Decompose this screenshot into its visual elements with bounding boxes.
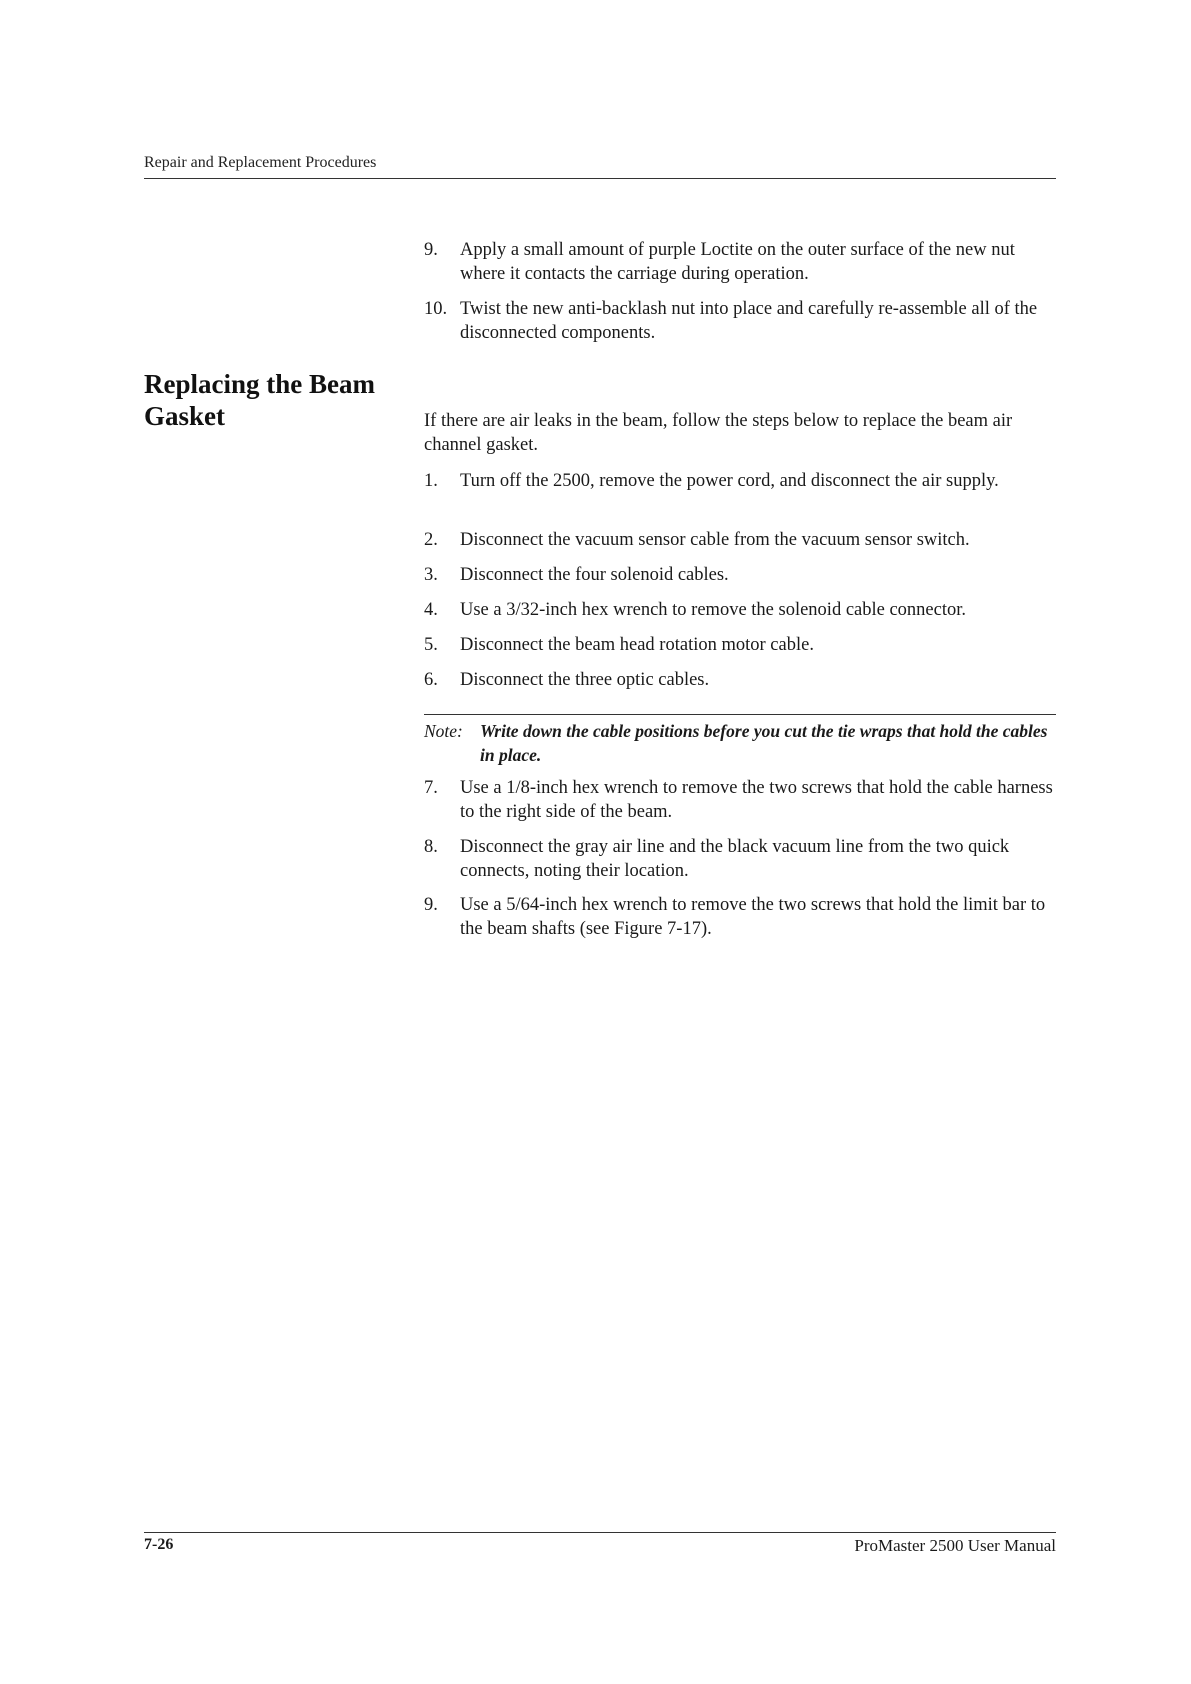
step-number: 5.: [424, 635, 438, 655]
note-text: Write down the cable positions before you cut the tie wraps that hold the cables in place.: [480, 721, 1048, 765]
step-number: 1.: [424, 471, 438, 491]
footer-rule: [144, 1532, 1056, 1533]
step-number: 7.: [424, 778, 438, 798]
list-item: [424, 238, 1056, 286]
step-text: Disconnect the three optic cables.: [460, 670, 710, 690]
step-number: 6.: [424, 670, 438, 690]
page-number: 7-26: [144, 1536, 174, 1553]
list-item: [424, 776, 1056, 824]
step-number: 10.: [424, 299, 448, 319]
note-rule: [424, 714, 1056, 715]
list-item: [424, 528, 1056, 552]
step-number: 2.: [424, 530, 438, 550]
list-item: [424, 297, 1056, 345]
step-number: 9.: [424, 240, 438, 260]
step-text: Use a 1/8-inch hex wrench to remove the two screws that hold the cable harness to the right side of the beam.: [460, 778, 1053, 822]
list-item: [424, 835, 1056, 883]
step-text: Disconnect the beam head rotation motor cable.: [460, 635, 814, 655]
running-header: Repair and Replacement Procedures: [144, 154, 377, 171]
step-text: Twist the new anti-backlash nut into place and carefully re-assemble all of the disconnected components.: [460, 299, 1038, 343]
step-number: 9.: [424, 895, 438, 915]
note: [424, 719, 1056, 767]
manual-title: ProMaster 2500 User Manual: [854, 1536, 1056, 1555]
step-number: 4.: [424, 600, 438, 620]
step-text: Disconnect the vacuum sensor cable from the vacuum sensor switch.: [460, 530, 970, 550]
step-text: Disconnect the four solenoid cables.: [460, 565, 729, 585]
step-text: Apply a small amount of purple Loctite on the outer surface of the new nut where it contacts the carriage during operation.: [460, 240, 1015, 284]
intro-paragraph: If there are air leaks in the beam, follow the steps below to replace the beam air channel gasket.: [424, 411, 1013, 455]
step-number: 3.: [424, 565, 438, 585]
list-item: [424, 633, 1056, 657]
note-label: Note:: [424, 721, 463, 741]
list-item: [424, 893, 1056, 941]
step-text: Use a 5/64-inch hex wrench to remove the two screws that hold the limit bar to the beam shafts (see Figure 7-17).: [460, 895, 1046, 939]
step-text: Use a 3/32-inch hex wrench to remove the solenoid cable connector.: [460, 600, 967, 620]
list-item: [424, 668, 1056, 692]
list-item: [424, 598, 1056, 622]
section-heading: Replacing the Beam Gasket: [144, 369, 375, 431]
step-text: Disconnect the gray air line and the black vacuum line from the two quick connects, noting their location.: [460, 837, 1010, 881]
step-text: Turn off the 2500, remove the power cord, and disconnect the air supply.: [460, 471, 999, 491]
list-item: [424, 469, 1056, 493]
list-item: [424, 563, 1056, 587]
step-number: 8.: [424, 837, 438, 857]
header-rule: [144, 178, 1056, 179]
